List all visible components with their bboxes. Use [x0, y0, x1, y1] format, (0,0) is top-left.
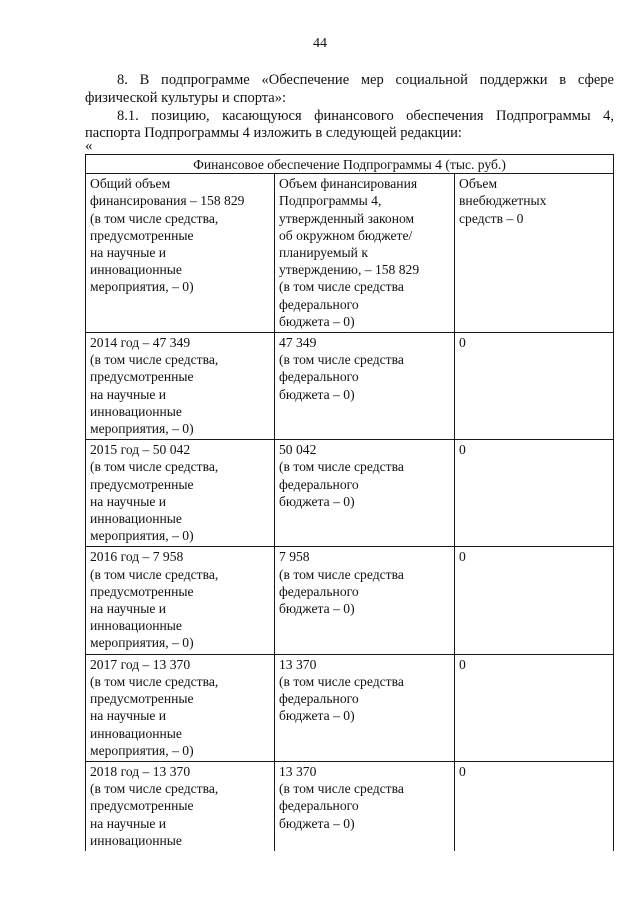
- cell-text-line: 13 370: [279, 656, 317, 672]
- table-cell-budget: [275, 174, 455, 333]
- cell-text-line: 13 370: [279, 763, 317, 779]
- table-row: [86, 440, 614, 547]
- cell-text-line: мероприятия, – 0): [90, 279, 194, 295]
- cell-text-line: (в том числе средства: [279, 279, 404, 295]
- table-cell-total: [86, 174, 275, 333]
- table-cell-extrabudget: [455, 761, 614, 851]
- table-cell-extrabudget: [455, 174, 614, 333]
- cell-text-line: на научные и: [90, 708, 167, 724]
- cell-text-line: бюджета – 0): [279, 313, 355, 329]
- table-cell-extrabudget: [455, 440, 614, 547]
- table-cell-budget: [275, 333, 455, 440]
- table-row: [86, 761, 614, 851]
- cell-text-line: федерального: [279, 296, 359, 312]
- table-row: [86, 333, 614, 440]
- table-cell-total: [86, 333, 275, 440]
- cell-text-line: Подпрограммы 4,: [279, 193, 382, 209]
- cell-text-line: предусмотренные: [90, 227, 194, 243]
- cell-text-line: бюджета – 0): [279, 815, 355, 831]
- cell-text-line: финансирования – 158 829: [90, 193, 245, 209]
- cell-text-line: 2014 год – 47 349: [90, 335, 191, 351]
- cell-text-line: бюджета – 0): [279, 708, 355, 724]
- cell-text-line: инновационные: [90, 618, 182, 634]
- cell-text-line: инновационные: [90, 403, 182, 419]
- table-header-row: [86, 155, 614, 174]
- cell-text-line: внебюджетных: [459, 193, 547, 209]
- cell-text-line: предусмотренные: [90, 798, 194, 814]
- cell-text-line: (в том числе средства: [279, 352, 404, 368]
- paragraph-8-1-line-1: 8.1. позицию, касающуюся финансового обеспечения Подпрограммы 4,: [117, 108, 614, 124]
- cell-text-line: (в том числе средства,: [90, 673, 219, 689]
- cell-text-line: предусмотренные: [90, 691, 194, 707]
- cell-text-line: утвержденный законом: [279, 210, 415, 226]
- cell-text-line: инновационные: [90, 832, 182, 848]
- cell-text-line: 7 958: [279, 549, 310, 565]
- cell-text-line: 2017 год – 13 370: [90, 656, 191, 672]
- cell-text-line: федерального: [279, 369, 359, 385]
- cell-text-line: федерального: [279, 583, 359, 599]
- cell-text-line: (в том числе средства,: [90, 352, 219, 368]
- table-cell-total: [86, 440, 275, 547]
- cell-text-line: федерального: [279, 691, 359, 707]
- cell-text-line: 0: [459, 335, 466, 351]
- paragraph-8-line-1: 8. В подпрограмме «Обеспечение мер социальной поддержки в сфере: [117, 72, 614, 88]
- table-row: [86, 174, 614, 333]
- paragraph-8-1-line-2: паспорта Подпрограммы 4 изложить в следующей редакции:: [85, 125, 462, 141]
- cell-text-line: (в том числе средства,: [90, 459, 219, 475]
- table-cell-extrabudget: [455, 333, 614, 440]
- cell-text-line: 0: [459, 656, 466, 672]
- cell-text-line: об окружном бюджете/: [279, 227, 413, 243]
- cell-text-line: Объем финансирования: [279, 176, 418, 192]
- cell-text-line: на научные и: [90, 815, 167, 831]
- table-cell-budget: [275, 761, 455, 851]
- table-cell-budget: [275, 440, 455, 547]
- table-cell-total: [86, 547, 275, 654]
- cell-text-line: предусмотренные: [90, 369, 194, 385]
- cell-text-line: бюджета – 0): [279, 601, 355, 617]
- table-cell-extrabudget: [455, 654, 614, 761]
- table-cell-budget: [275, 547, 455, 654]
- table-header-cell: Финансовое обеспечение Подпрограммы 4 (тыс. руб.): [86, 155, 614, 174]
- cell-text-line: 2016 год – 7 958: [90, 549, 184, 565]
- cell-text-line: мероприятия, – 0): [90, 742, 194, 758]
- cell-text-line: (в том числе средства,: [90, 210, 219, 226]
- table-cell-extrabudget: [455, 547, 614, 654]
- cell-text-line: инновационные: [90, 725, 182, 741]
- cell-text-line: предусмотренные: [90, 583, 194, 599]
- cell-text-line: (в том числе средства: [279, 459, 404, 475]
- financing-table: [85, 154, 614, 851]
- cell-text-line: бюджета – 0): [279, 493, 355, 509]
- cell-text-line: 50 042: [279, 442, 317, 458]
- cell-text-line: (в том числе средства: [279, 566, 404, 582]
- table-row: [86, 547, 614, 654]
- cell-text-line: средств – 0: [459, 210, 524, 226]
- cell-text-line: на научные и: [90, 493, 167, 509]
- cell-text-line: (в том числе средства,: [90, 781, 219, 797]
- cell-text-line: федерального: [279, 798, 359, 814]
- table-cell-total: [86, 654, 275, 761]
- cell-text-line: 0: [459, 763, 466, 779]
- table-cell-budget: [275, 654, 455, 761]
- cell-text-line: (в том числе средства: [279, 781, 404, 797]
- cell-text-line: Общий объем: [90, 176, 171, 192]
- cell-text-line: (в том числе средства,: [90, 566, 219, 582]
- cell-text-line: на научные и: [90, 601, 167, 617]
- cell-text-line: на научные и: [90, 386, 167, 402]
- table-row: [86, 654, 614, 761]
- cell-text-line: 47 349: [279, 335, 317, 351]
- open-quote-mark: «: [85, 138, 93, 154]
- cell-text-line: федерального: [279, 476, 359, 492]
- paragraph-8-line-2: физической культуры и спорта»:: [85, 90, 286, 106]
- cell-text-line: (в том числе средства: [279, 673, 404, 689]
- page-number: 44: [313, 36, 327, 51]
- cell-text-line: мероприятия, – 0): [90, 635, 194, 651]
- cell-text-line: мероприятия, – 0): [90, 421, 194, 437]
- cell-text-line: инновационные: [90, 262, 182, 278]
- cell-text-line: утверждению, – 158 829: [279, 262, 420, 278]
- cell-text-line: инновационные: [90, 511, 182, 527]
- cell-text-line: 0: [459, 442, 466, 458]
- cell-text-line: бюджета – 0): [279, 386, 355, 402]
- cell-text-line: Объем: [459, 176, 498, 192]
- cell-text-line: предусмотренные: [90, 476, 194, 492]
- cell-text-line: 2018 год – 13 370: [90, 763, 191, 779]
- cell-text-line: 0: [459, 549, 466, 565]
- cell-text-line: планируемый к: [279, 245, 368, 261]
- cell-text-line: на научные и: [90, 245, 167, 261]
- cell-text-line: мероприятия, – 0): [90, 528, 194, 544]
- table-cell-total: [86, 761, 275, 851]
- cell-text-line: 2015 год – 50 042: [90, 442, 191, 458]
